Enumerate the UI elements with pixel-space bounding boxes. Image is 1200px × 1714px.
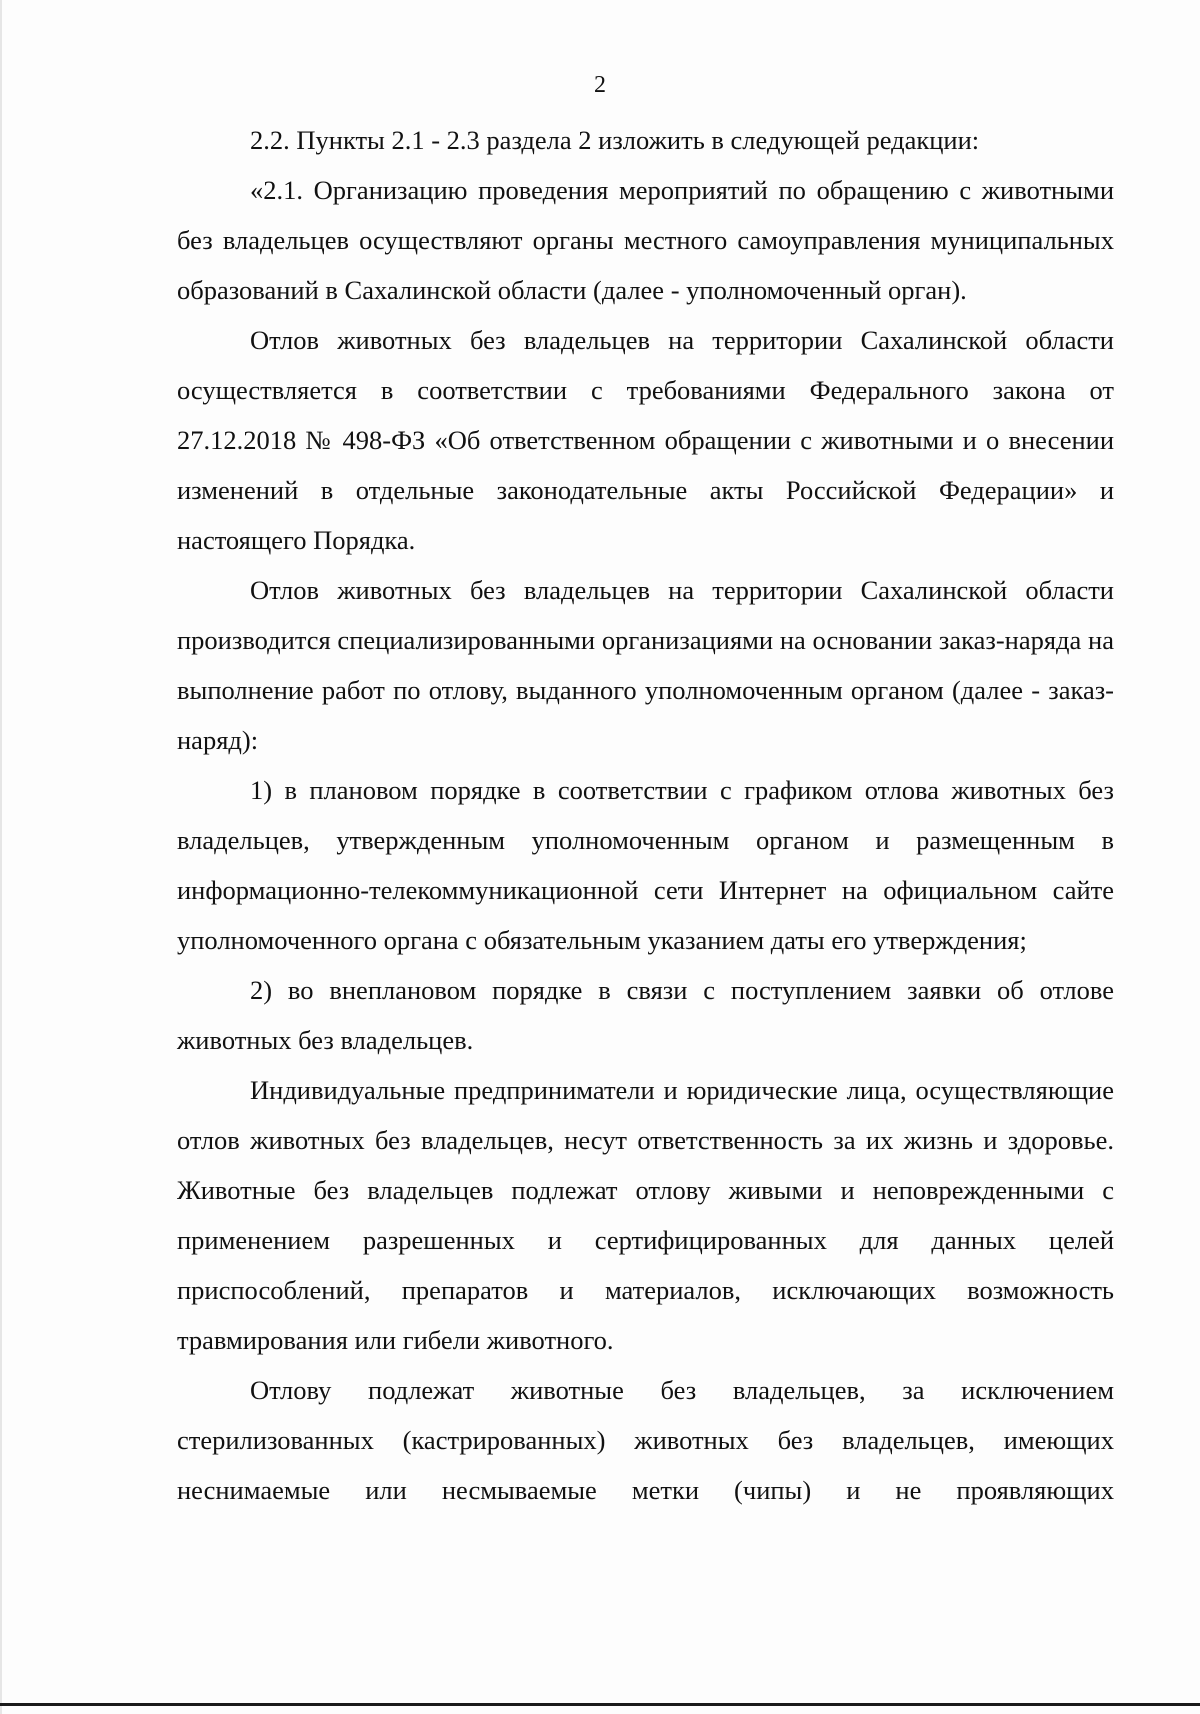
list-item-planned-order: 1) в плановом порядке в соответствии с графиком отлова животных без владельцев, утвержденным уполномоченным органом и размещенным в информационно-телекоммуникационной сети Интернет на официальном сайте уполномоченного органа с обязательным указанием даты его утверждения; bbox=[177, 775, 1114, 955]
page-bottom-border bbox=[0, 1703, 1200, 1706]
paragraph-amendment-intro: 2.2. Пункты 2.1 - 2.3 раздела 2 изложить в следующей редакции: bbox=[250, 125, 980, 155]
list-item-unplanned-order: 2) во внеплановом порядке в связи с поступлением заявки об отлове животных без владельцев. bbox=[177, 975, 1114, 1055]
paragraph-capture-exceptions: Отлову подлежат животные без владельцев, за исключением стерилизованных (кастрированных) животных без владельцев, имеющих неснимаемые или несмываемые метки (чипы) и не проявляющих bbox=[177, 1375, 1114, 1505]
paragraph-capture-legal-basis: Отлов животных без владельцев на территории Сахалинской области осуществляется в соответствии с требованиями Федерального закона от 27.12.2018 № 498-ФЗ «Об ответственном обращении с животными и о внесении изменений в отдельные законодательные акты Российской Федерации» и настоящего Порядка. bbox=[177, 325, 1114, 555]
scan-left-edge bbox=[0, 0, 2, 1714]
paragraph-capture-organizations: Отлов животных без владельцев на территории Сахалинской области производится специализированными организациями на основании заказ-наряда на выполнение работ по отлову, выданного уполномоченным органом (далее - заказ-наряд): bbox=[177, 575, 1114, 755]
document-body bbox=[177, 115, 1114, 1515]
paragraph-responsibility: Индивидуальные предприниматели и юридические лица, осуществляющие отлов животных без владельцев, несут ответственность за их жизнь и здоровье. Животные без владельцев подлежат отлову живыми и неповрежденными с применением разрешенных и сертифицированных для данных целей приспособлений, препаратов и материалов, исключающих возможность травмирования или гибели животного. bbox=[177, 1075, 1114, 1355]
paragraph-2-1-organization: «2.1. Организацию проведения мероприятий по обращению с животными без владельцев осуществляют органы местного самоуправления муниципальных образований в Сахалинской области (далее - уполномоченный орган). bbox=[177, 175, 1114, 305]
page-number: 2 bbox=[594, 72, 606, 98]
